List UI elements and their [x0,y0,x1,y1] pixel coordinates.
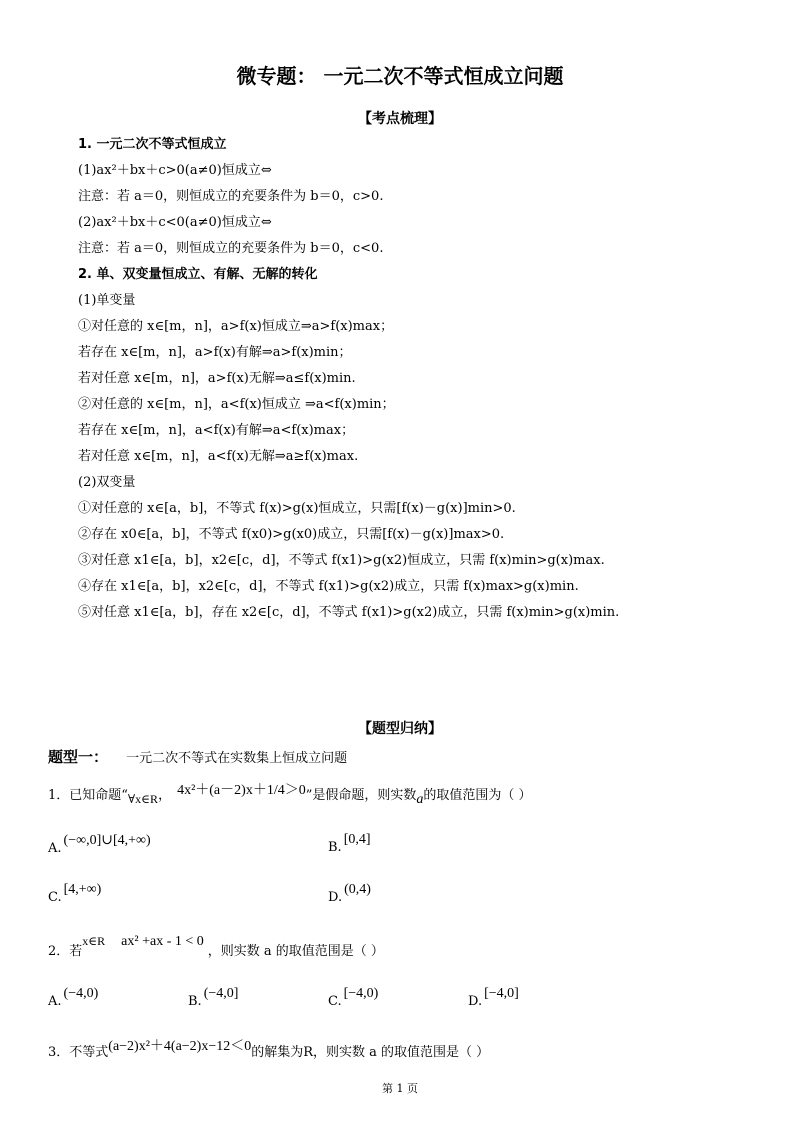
option-label: A. [48,994,62,1009]
question-1-option-a[interactable] [48,833,151,857]
point-line: 2. 单、双变量恒成立、有解、无解的转化 [78,267,318,282]
point-line: 1. 一元二次不等式恒成立 [78,137,227,152]
question-2-option-c[interactable] [328,986,379,1010]
point-line: 若对任意 x∈[m，n]，a<f(x)无解⇒a≥f(x)max. [78,449,359,464]
option-label: D. [468,994,483,1009]
option-value: [−4,0] [484,986,519,1001]
question-1-comma: ， [158,788,172,803]
point-line: (1)单变量 [78,293,136,308]
question-1-inequality: 4x²＋(a－2)x＋1/4＞0 [177,783,306,798]
option-label: C. [328,994,342,1009]
question-2 [48,934,384,961]
question-3-prefix: 3．不等式 [48,1045,109,1060]
question-2-option-b[interactable] [188,986,239,1010]
question-type-text: 一元二次不等式在实数集上恒成立问题 [126,751,348,766]
question-1-option-d[interactable] [328,882,371,906]
page-title: 微专题： 一元二次不等式恒成立问题 [236,64,564,88]
option-value: (−4,0) [63,986,99,1001]
point-line: ②存在 x0∈[a，b]，不等式 f(x0)>g(x0)成立，只需[f(x)－g(x)]max>0. [78,527,505,542]
question-3-suffix: 的解集为R，则实数 a 的取值范围是（ ） [251,1045,490,1060]
option-value: (0,4) [344,882,371,897]
option-value: [4,+∞) [63,882,102,897]
point-line: (1)ax²＋bx＋c>0(a≠0)恒成立⇔ [78,163,272,178]
option-label: A. [48,841,62,856]
point-line: 注意：若 a＝0，则恒成立的充要条件为 b＝0，c<0. [78,241,384,256]
point-line: ②对任意的 x∈[m，n]，a<f(x)恒成立 ⇒a<f(x)min； [78,397,395,412]
question-2-option-a[interactable] [48,986,99,1010]
question-type-label: 题型一： [48,748,109,766]
point-line: 若对任意 x∈[m，n]，a>f(x)无解⇒a≤f(x)min. [78,371,356,386]
point-line: 若存在 x∈[m，n]，a>f(x)有解⇒a>f(x)min； [78,345,352,360]
section-heading-key-points: 【考点梳理】 [358,111,442,127]
option-value: (−4,0] [203,986,239,1001]
option-label: C. [48,890,62,905]
point-line: ⑤对任意 x1∈[a，b]，存在 x2∈[c，d]，不等式 f(x1)>g(x2)成立，只需 f(x)min>g(x)min. [78,605,620,620]
option-label: B. [328,840,342,855]
question-2-suffix: ，则实数 a 的取值范围是（ ） [207,944,384,959]
question-3 [48,1039,490,1062]
question-1-option-b[interactable] [328,832,371,856]
point-line: ④存在 x1∈[a，b]，x2∈[c，d]，不等式 f(x1)>g(x2)成立，只需 f(x)max>g(x)min. [78,579,579,594]
question-1-prefix: 1．已知命题“ [48,788,128,803]
question-1 [48,783,532,807]
point-line: 若存在 x∈[m，n]，a<f(x)有解⇒a<f(x)max； [78,423,355,438]
option-value: [0,4] [343,832,371,847]
point-line: (2)ax²＋bx＋c<0(a≠0)恒成立⇔ [78,215,272,230]
question-2-inequality: ax² +ax - 1 < 0 [121,934,204,949]
option-value: [−4,0) [343,986,379,1001]
question-1-option-c[interactable] [48,882,102,906]
point-line: ①对任意的 x∈[a，b]，不等式 f(x)>g(x)恒成立，只需[f(x)－g(x)]min>0. [78,501,516,516]
section-heading-question-types: 【题型归纳】 [358,721,442,737]
question-1-end: 的取值范围为（ ） [423,788,532,803]
question-1-condition: ∀x∈R [127,792,159,806]
question-2-prefix: 2．若 [48,944,83,959]
point-line: (2)双变量 [78,475,136,490]
point-line: ①对任意的 x∈[m，n]，a>f(x)恒成立⇒a>f(x)max； [78,319,394,334]
question-1-suffix: ”是假命题，则实数 [305,788,417,803]
point-line: ③对任意 x1∈[a，b]，x2∈[c，d]，不等式 f(x1)>g(x2)恒成立，只需 f(x)min>g(x)max. [78,553,605,568]
question-1-variable: a [416,792,424,807]
option-label: D. [328,890,343,905]
question-3-inequality: (a−2)x²＋4(a−2)x−12＜0 [108,1039,252,1054]
question-2-condition: x∈R [82,934,106,948]
option-label: B. [188,994,202,1009]
page-number: 第 1 页 [382,1082,418,1095]
point-line: 注意：若 a＝0，则恒成立的充要条件为 b＝0，c>0. [78,189,384,204]
question-type-heading [48,748,347,768]
option-value: (−∞,0]∪[4,+∞) [63,833,151,848]
question-2-option-d[interactable] [468,986,519,1010]
